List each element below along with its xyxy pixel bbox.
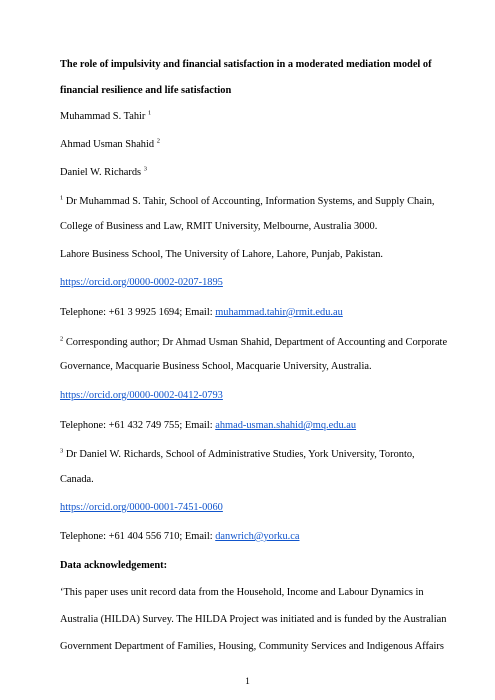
affiliation-2-text-1: Corresponding author; Dr Ahmad Usman Shahid, Department of Accounting and Corporate [65,337,448,348]
author-1 [60,110,151,123]
affiliation-3-mark: 3 [60,447,64,455]
page-number: 1 [245,677,250,687]
paper-title-line-2: financial resilience and life satisfaction [60,85,232,96]
acknowledgement-line-1: ‘This paper uses unit record data from the Household, Income and Labour Dynamics in [60,587,424,598]
affiliation-3-text-1: Dr Daniel W. Richards, School of Administrative Studies, York University, Toronto, [65,449,415,460]
author-3 [60,166,147,179]
affiliation-1-contact-text: Telephone: +61 3 9925 1694; Email: [60,307,216,318]
affiliation-1-line-2: College of Business and Law, RMIT University, Melbourne, Australia 3000. [60,221,378,232]
affiliation-3-orcid-link[interactable]: https://orcid.org/0000-0001-7451-0060 [60,502,223,513]
affiliation-2-contact [60,419,356,432]
affiliation-2-email-link[interactable]: ahmad-usman.shahid@mq.edu.au [215,420,357,431]
affiliation-2-orcid-link[interactable]: https://orcid.org/0000-0002-0412-0793 [60,390,223,401]
affiliation-2-mark: 2 [60,335,64,343]
affiliation-1-email-link[interactable]: muhammad.tahir@rmit.edu.au [215,307,343,318]
affiliation-2-contact-text: Telephone: +61 432 749 755; Email: [60,420,216,431]
author-3-name: Daniel W. Richards [60,167,142,178]
affiliation-2-line-2: Governance, Macquarie Business School, Macquarie University, Australia. [60,361,372,372]
affiliation-3-line-1 [60,448,415,461]
acknowledgement-line-2: Australia (HILDA) Survey. The HILDA Project was initiated and is funded by the Australian [60,614,447,625]
affiliation-1-mark: 1 [60,194,64,202]
author-2-mark: 2 [156,137,160,145]
affiliation-3-contact [60,530,300,543]
affiliation-1-text-1: Dr Muhammad S. Tahir, School of Accounting, Information Systems, and Supply Chain, [65,196,435,207]
acknowledgement-line-3: Government Department of Families, Housing, Community Services and Indigenous Affairs [60,641,444,652]
affiliation-2-line-1 [60,336,447,349]
author-1-name: Muhammad S. Tahir [60,111,146,122]
author-2 [60,138,160,151]
author-3-mark: 3 [143,165,147,173]
affiliation-3-contact-text: Telephone: +61 404 556 710; Email: [60,531,216,542]
author-1-mark: 1 [147,109,152,117]
affiliation-1-contact [60,306,343,319]
affiliation-1-line-1 [60,195,435,208]
acknowledgement-heading: Data acknowledgement: [60,560,168,571]
paper-title-line-1: The role of impulsivity and financial satisfaction in a moderated mediation model of [60,59,432,70]
affiliation-3-email-link[interactable]: danwrich@yorku.ca [215,531,300,542]
affiliation-1-line-3: Lahore Business School, The University of Lahore, Lahore, Punjab, Pakistan. [60,249,384,260]
author-2-name: Ahmad Usman Shahid [60,139,155,150]
affiliation-1-orcid-link[interactable]: https://orcid.org/0000-0002-0207-1895 [60,277,223,288]
affiliation-3-line-2: Canada. [60,474,94,485]
